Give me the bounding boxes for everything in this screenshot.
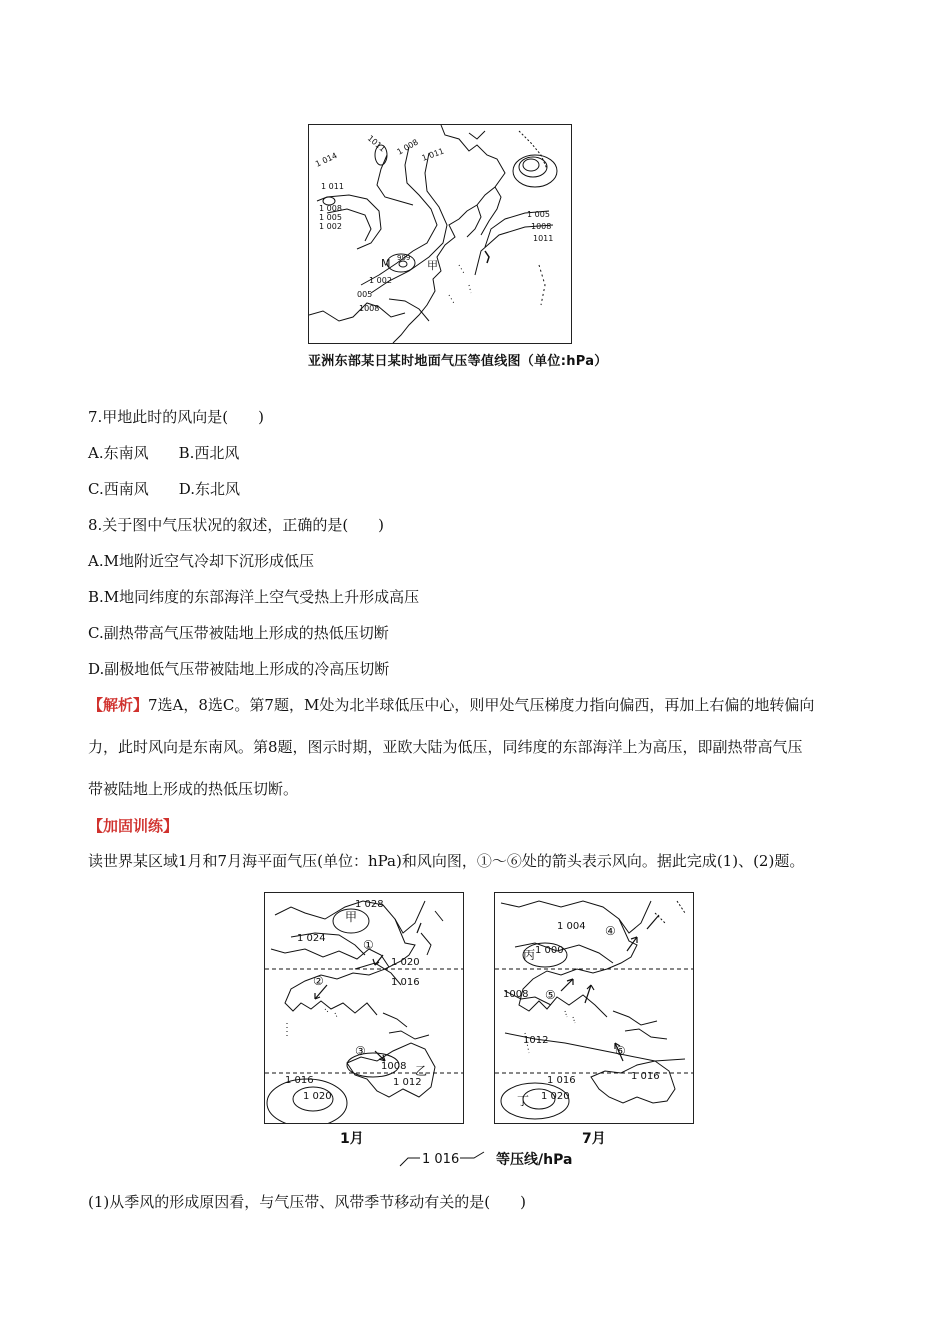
jan-label-yi: 乙 [415, 1064, 428, 1078]
label-1008-d: 1008 [531, 222, 552, 231]
isobar-legend-text: 等压线/hPa [496, 1152, 573, 1168]
jan-label-1020: 1 020 [391, 957, 420, 968]
label-1005-b: 1 005 [319, 213, 342, 222]
analysis-text-1: 7选A，8选C。第7题，M处为北半球低压中心，则甲处气压梯度力指向偏西，再加上右偏的地转偏向 [148, 696, 815, 714]
jan-label-1028: 1 028 [355, 899, 384, 910]
july-map-title: 7月 [582, 1131, 606, 1147]
analysis-line-2: 力，此时风向是东南风。第8题，图示时期，亚欧大陆为低压，同纬度的东部海洋上为高压，即副热带高气压 [88, 738, 803, 756]
analysis-line-3: 带被陆地上形成的热低压切断。 [88, 780, 299, 798]
figure1-caption: 亚洲东部某日某时地面气压等值线图（单位:hPa） [308, 354, 608, 369]
july-pressure-map [494, 892, 694, 1124]
jul-label-1000: 1 000 [535, 945, 564, 956]
jul-label-circle-4: ④ [605, 924, 616, 938]
label-999: 999 [397, 254, 411, 262]
jul-label-1016-b: 1 016 [631, 1071, 660, 1082]
analysis-tag: 【解析】 [88, 696, 149, 714]
jul-label-1012: 1012 [523, 1035, 549, 1046]
jan-label-1008: 1008 [381, 1061, 407, 1072]
question-8-option-a: A.M地附近空气冷却下沉形成低压 [88, 552, 314, 570]
jul-label-circle-5: ⑤ [545, 988, 556, 1002]
reinforce-intro: 读世界某区域1月和7月海平面气压(单位：hPa)和风向图，①～⑥处的箭头表示风向。据此完成(1)、(2)题。 [88, 852, 805, 870]
jan-label-1020-b: 1 020 [303, 1091, 332, 1102]
label-jia: 甲 [427, 259, 438, 272]
jan-label-circle-1: ① [363, 938, 374, 952]
label-1011-a: 1 011 [321, 182, 344, 191]
jul-label-1020: 1 020 [541, 1091, 570, 1102]
label-1008-c: 1 008 [395, 137, 420, 157]
label-m: M [381, 257, 391, 270]
jan-label-circle-2: ② [313, 974, 324, 988]
question-7-options-ab: A.东南风 B.西北风 [88, 444, 240, 462]
label-1008-a: 1008 [359, 304, 380, 313]
label-1008-b: 1 008 [319, 204, 342, 213]
question-8-option-b: B.M地同纬度的东部海洋上空气受热上升形成高压 [88, 588, 420, 606]
label-1002-a: 1 002 [369, 276, 392, 285]
jul-label-1016: 1 016 [547, 1075, 576, 1086]
question-8-option-c: C.副热带高气压带被陆地上形成的热低压切断 [88, 624, 389, 642]
jul-label-1004: 1 004 [557, 921, 586, 932]
label-1011-b: 1011 [365, 133, 388, 154]
jan-label-1016: 1 016 [391, 977, 420, 988]
reinforce-tag-text: 【加固训练】 [88, 817, 179, 835]
jan-label-1024: 1 024 [297, 933, 326, 944]
jan-label-1016-b: 1 016 [285, 1075, 314, 1086]
east-asia-pressure-map [308, 124, 572, 344]
question-8-option-d: D.副极地低气压带被陆地上形成的冷高压切断 [88, 660, 390, 678]
jul-label-1008: 1008 [503, 989, 529, 1000]
isobar-legend [398, 1149, 572, 1169]
question-7: 7.甲地此时的风向是( ) [88, 408, 265, 426]
label-1011-d: 1011 [533, 234, 554, 243]
jul-label-bing: 丙 [523, 948, 536, 962]
jul-label-circle-6: ⑥ [615, 1044, 626, 1058]
january-map-title: 1月 [340, 1131, 364, 1147]
jul-label-ding: 丁 [517, 1094, 530, 1108]
jan-label-1012: 1 012 [393, 1077, 422, 1088]
label-1014: 1 014 [314, 150, 339, 169]
label-1005-c: 1 005 [527, 210, 550, 219]
question-1: (1)从季风的形成原因看，与气压带、风带季节移动有关的是( ) [88, 1193, 526, 1211]
jan-label-jia: 甲 [345, 910, 358, 924]
jan-label-circle-3: ③ [355, 1044, 366, 1058]
label-1002-b: 1 002 [319, 222, 342, 231]
isobar-legend-value: 1 016 [422, 1152, 460, 1167]
isobar-legend-line [398, 1150, 490, 1168]
label-1005-a: 005 [357, 290, 373, 299]
reinforce-tag [88, 816, 178, 836]
question-7-options-cd: C.西南风 D.东北风 [88, 480, 240, 498]
label-1011-c: 1 011 [420, 146, 446, 163]
analysis-line-1 [88, 695, 814, 715]
january-pressure-map [264, 892, 464, 1124]
question-8: 8.关于图中气压状况的叙述，正确的是( ) [88, 516, 385, 534]
